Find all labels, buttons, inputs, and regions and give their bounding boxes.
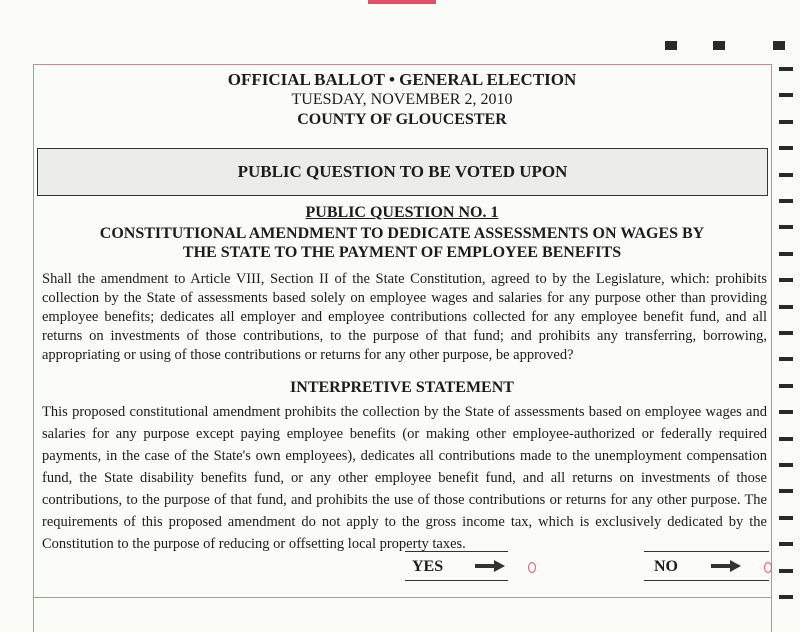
interpretive-heading: INTERPRETIVE STATEMENT	[290, 379, 514, 396]
timing-mark	[779, 67, 793, 71]
ballot-frame-left	[33, 64, 34, 632]
yes-rule-bottom	[405, 580, 508, 581]
timing-mark	[779, 595, 793, 599]
election-date: TUESDAY, NOVEMBER 2, 2010	[291, 91, 513, 108]
timing-mark	[779, 173, 793, 177]
question-title-line1: CONSTITUTIONAL AMENDMENT TO DEDICATE ASSESSMENTS ON WAGES BY	[99, 225, 705, 242]
no-rule-bottom	[644, 580, 769, 581]
timing-mark	[779, 384, 793, 388]
interpretive-body: This proposed constitutional amendment prohibits the collection by the State of assessments based on employee wages and salaries for any purpose except paying employee benefits (or making other employee-authorized or federally required payments, in the case of the State's own employees), dedicates all contributions made to the unemployment compensation fund, the State disability benefits fund, or any other employee benefit fund, and all returns on investments of those contributions, to the purpose of that fund, and prohibits the use of those contributions or returns for any other purpose. The requirements of this proposed amendment do not apply to the gross income tax, which is exclusively dedicated by the Constitution to the purpose of reducing or offsetting local property taxes.	[42, 404, 767, 552]
question-number: PUBLIC QUESTION NO. 1	[305, 204, 499, 221]
timing-mark	[779, 569, 793, 573]
ballot-frame-bottom	[33, 597, 771, 598]
timing-mark	[779, 278, 793, 282]
no-label: NO	[654, 558, 678, 575]
timing-mark	[779, 305, 793, 309]
timing-mark	[779, 542, 793, 546]
right-arrow-icon	[710, 559, 742, 573]
ballot-title: OFFICIAL BALLOT • GENERAL ELECTION	[227, 70, 577, 89]
timing-mark	[779, 516, 793, 520]
timing-mark	[779, 410, 793, 414]
timing-mark	[779, 146, 793, 150]
timing-mark	[665, 41, 677, 50]
county-name: COUNTY OF GLOUCESTER	[297, 111, 507, 128]
timing-mark	[779, 93, 793, 97]
ballot-header	[34, 70, 770, 130]
section-heading-box	[37, 148, 768, 196]
yes-vote-oval[interactable]	[528, 562, 536, 573]
timing-mark	[779, 489, 793, 493]
question-body: Shall the amendment to Article VIII, Section II of the State Constitution, agreed to by the Legislature, which: prohibits collection by the State of assessments based solely on employee wages and salaries for any purpose other than providing employee benefits; dedicates all employer and employee contributions collected for any employee benefit fund, and all returns on investments of those contributions, to the purpose of that fund; and prohibits any transferring, borrowing, appropriating or using of those contributions or returns for any other purpose, be approved?	[42, 271, 767, 363]
timing-mark	[773, 41, 785, 50]
timing-mark	[779, 331, 793, 335]
section-heading: PUBLIC QUESTION TO BE VOTED UPON	[237, 162, 568, 181]
question-title	[34, 224, 770, 262]
ballot-frame-top	[33, 64, 771, 65]
no-rule-top	[644, 551, 769, 552]
timing-mark	[779, 463, 793, 467]
timing-mark	[779, 437, 793, 441]
ballot-frame-right	[771, 64, 772, 632]
timing-mark	[713, 41, 725, 50]
no-vote-oval[interactable]	[764, 562, 772, 573]
timing-mark	[779, 199, 793, 203]
yes-label: YES	[412, 558, 444, 575]
right-arrow-icon	[474, 559, 506, 573]
question-title-line2: THE STATE TO THE PAYMENT OF EMPLOYEE BENEFITS	[182, 244, 622, 261]
timing-mark	[779, 357, 793, 361]
timing-mark	[779, 252, 793, 256]
top-edge-tab	[368, 0, 436, 4]
timing-mark	[779, 120, 793, 124]
timing-mark	[779, 225, 793, 229]
yes-rule-top	[405, 551, 508, 552]
